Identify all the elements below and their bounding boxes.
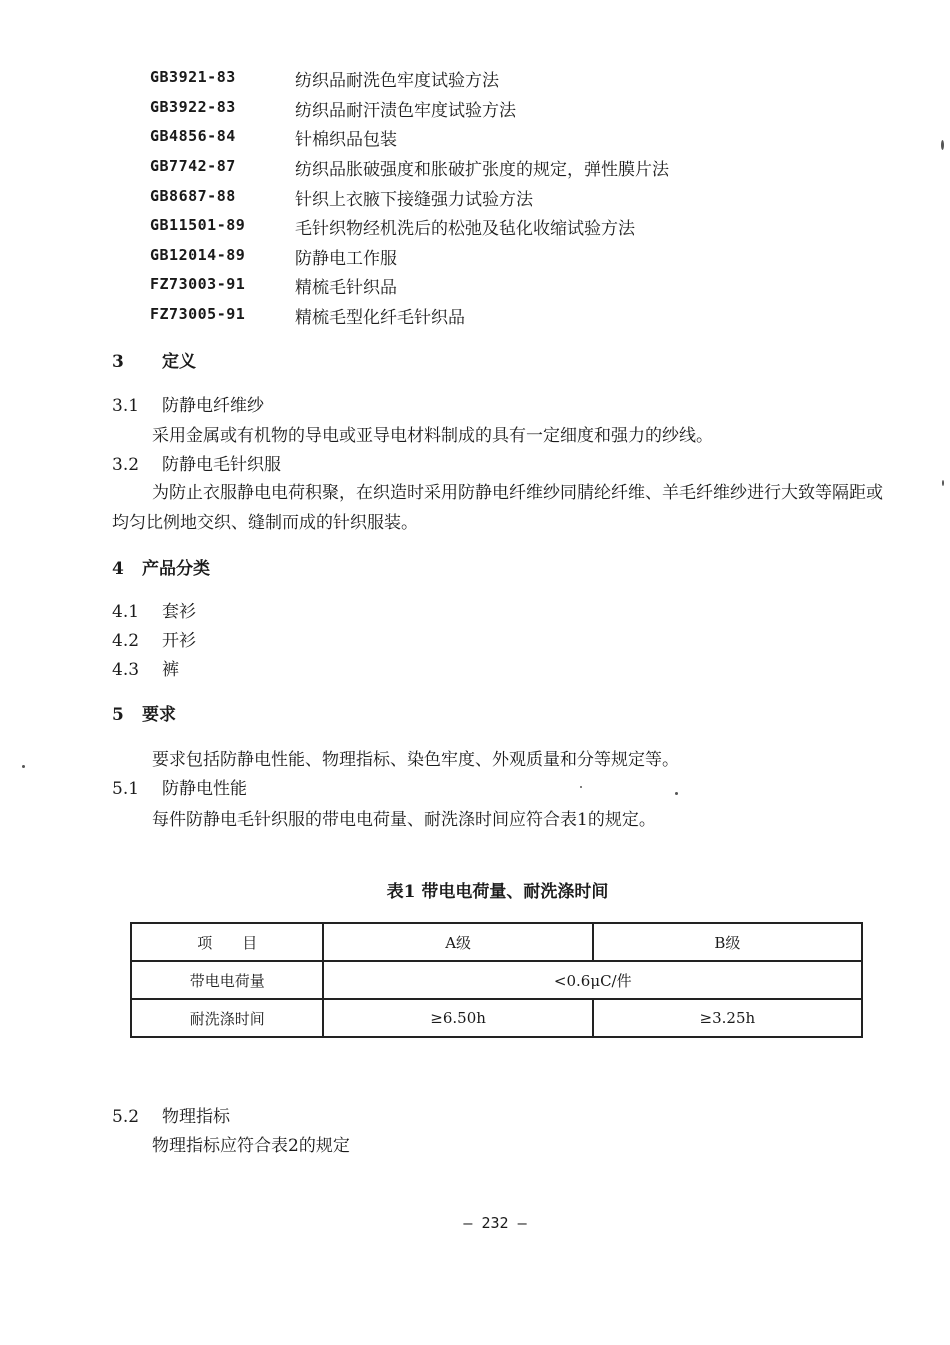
table-header-cell: B级 (593, 923, 862, 961)
reference-title: 纺织品耐汗渍色牢度试验方法 (295, 101, 516, 121)
section-number: 4.2 (112, 631, 140, 651)
section-3-heading (112, 347, 196, 372)
reference-code: GB4856-84 (150, 127, 236, 145)
section-title: 物理指标 (162, 1107, 230, 1127)
section-number: 3.1 (112, 396, 140, 416)
table-row (131, 961, 862, 999)
table-row-label: 带电电荷量 (131, 961, 323, 999)
section-5-text: 要求包括防静电性能、物理指标、染色牢度、外观质量和分等规定等。 (152, 750, 679, 770)
section-5-heading (112, 700, 176, 725)
section-4-heading (112, 554, 210, 579)
section-number: 4.3 (112, 660, 140, 680)
section-title: 开衫 (162, 631, 196, 651)
section-number: 4 (112, 559, 124, 579)
section-title: 防静电毛针织服 (162, 455, 281, 475)
reference-title: 纺织品胀破强度和胀破扩张度的规定，弹性膜片法 (295, 160, 669, 180)
table-header-cell: 项 目 (131, 923, 323, 961)
section-title: 套衫 (162, 602, 196, 622)
section-number: 5.1 (112, 779, 140, 799)
table-1 (130, 922, 863, 1038)
section-3-1-heading (112, 391, 264, 416)
section-3-2-heading (112, 450, 281, 475)
section-title: 裤 (162, 660, 179, 680)
reference-title: 针织上衣腋下接缝强力试验方法 (295, 190, 533, 210)
section-title: 要求 (142, 705, 176, 725)
scan-speck (580, 786, 582, 788)
section-title: 防静电性能 (162, 779, 247, 799)
table-row-label: 耐洗涤时间 (131, 999, 323, 1037)
section-4-2 (112, 626, 196, 651)
section-title: 定义 (162, 352, 196, 372)
table-row (131, 999, 862, 1037)
section-5-2-heading (112, 1102, 230, 1127)
section-number: 5.2 (112, 1107, 140, 1127)
reference-code: GB3922-83 (150, 98, 236, 116)
page-number: — 232 — (463, 1214, 527, 1232)
reference-title: 毛针织物经机洗后的松弛及毡化收缩试验方法 (295, 219, 635, 239)
reference-code: GB8687-88 (150, 187, 236, 205)
table-cell: ≥3.25h (593, 999, 862, 1037)
reference-code: GB12014-89 (150, 246, 246, 264)
reference-title: 精梳毛型化纤毛针织品 (295, 308, 465, 328)
reference-code: GB11501-89 (150, 216, 246, 234)
section-title: 防静电纤维纱 (162, 396, 264, 416)
table-cell: <0.6μC/件 (323, 961, 862, 999)
scan-speck (22, 765, 25, 768)
section-5-1-text: 每件防静电毛针织服的带电电荷量、耐洗涤时间应符合表1的规定。 (152, 810, 656, 830)
section-3-1-text: 采用金属或有机物的导电或亚导电材料制成的具有一定细度和强力的纱线。 (152, 426, 713, 446)
section-number: 4.1 (112, 602, 140, 622)
reference-title: 纺织品耐洗色牢度试验方法 (295, 71, 499, 91)
section-number: 3.2 (112, 455, 140, 475)
reference-code: FZ73005-91 (150, 305, 246, 323)
scan-speck (942, 480, 944, 486)
scan-speck (675, 792, 678, 795)
section-4-1 (112, 597, 196, 622)
reference-title: 针棉织品包装 (295, 130, 397, 150)
scan-speck (941, 140, 944, 150)
reference-title: 防静电工作服 (295, 249, 397, 269)
section-3-2-text: 为防止衣服静电电荷积聚，在织造时采用防静电纤维纱同腈纶纤维、羊毛纤维纱进行大致等隔距或均匀比例地交织、缝制而成的针织服装。 (112, 483, 883, 533)
reference-title: 精梳毛针织品 (295, 278, 397, 298)
reference-code: GB7742-87 (150, 157, 236, 175)
reference-code: FZ73003-91 (150, 275, 246, 293)
table-cell: ≥6.50h (323, 999, 592, 1037)
table-header-row (131, 923, 862, 961)
section-number: 3 (112, 352, 124, 372)
section-5-1-heading (112, 774, 247, 799)
reference-code: GB3921-83 (150, 68, 236, 86)
section-number: 5 (112, 705, 124, 725)
section-5-2-text: 物理指标应符合表2的规定 (152, 1136, 350, 1156)
table-1-caption: 表1 带电电荷量、耐洗涤时间 (386, 882, 609, 902)
section-4-3 (112, 655, 179, 680)
section-title: 产品分类 (142, 559, 210, 579)
table-header-cell: A级 (323, 923, 592, 961)
